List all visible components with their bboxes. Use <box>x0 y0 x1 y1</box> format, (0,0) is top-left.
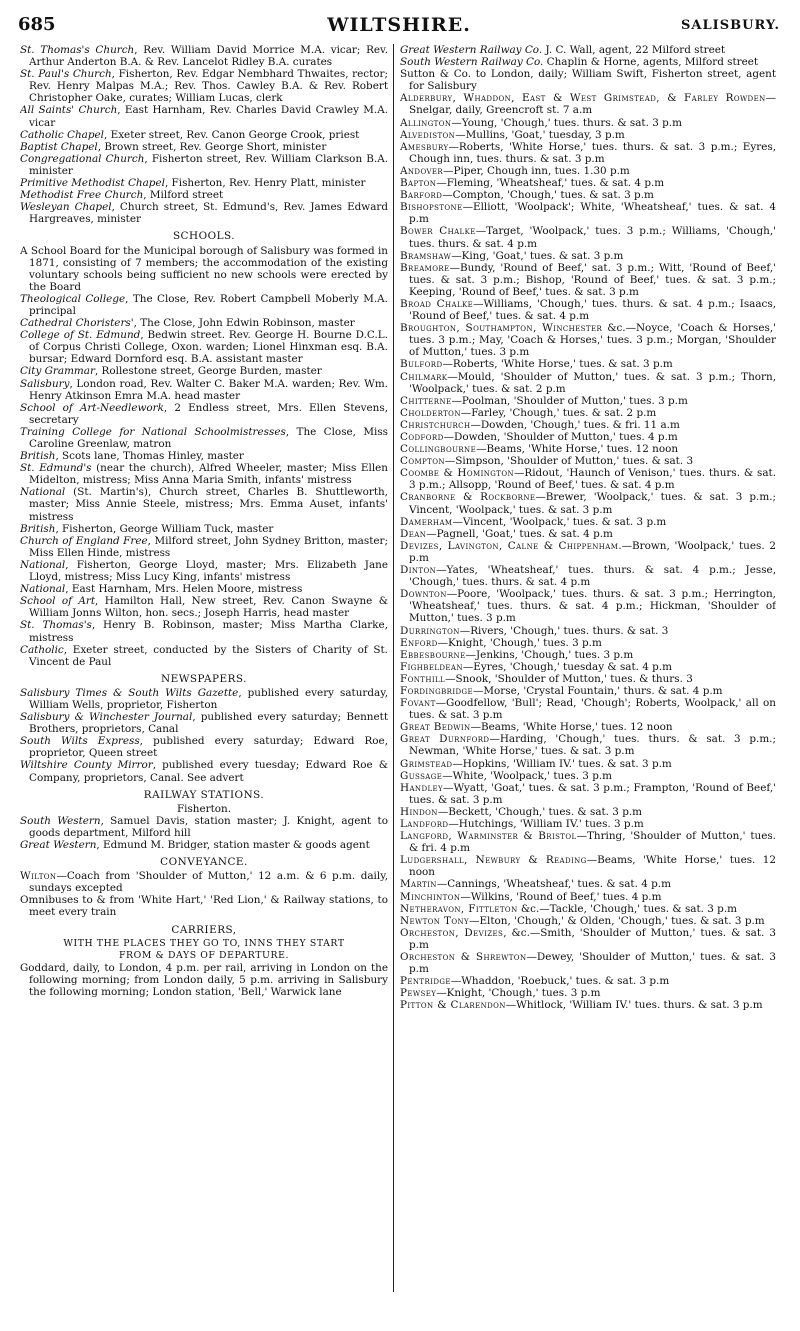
school-entry <box>20 523 388 535</box>
carrier-entry-place: Fighbeldean <box>400 660 463 673</box>
church-entry-name: Methodist Free Church <box>20 189 144 202</box>
school-entry-text: , Rollestone street, George Burden, master <box>94 365 322 378</box>
church-entry-name: Congregational Church <box>20 152 145 165</box>
school-entry-name: City Grammar <box>20 365 95 378</box>
church-entry <box>20 201 388 225</box>
carrier-entry-text: .—Brown, 'Woolpack,' tues. 2 p.m <box>409 539 776 564</box>
school-entry-text: (near the church), Alfred Wheeler, master; Miss Ellen Midelton, mistress; Miss Anna Maria Smith, infants' mistress <box>29 462 388 487</box>
railway-section <box>20 815 388 851</box>
carrier-entry <box>400 407 776 419</box>
church-entry-text: , Fisherton street, Rev. William Clarkson B.A. minister <box>29 152 388 177</box>
carrier-entry-text: , &c.—Smith, 'Shoulder of Mutton,' tues. & sat. 3 p.m <box>409 926 776 951</box>
carrier-entry-text: —Beams, 'White Horse,' tues. 12 noon <box>476 443 679 456</box>
school-entry-name: Catholic <box>20 643 64 656</box>
carrier-entry-text: —Knight, 'Chough,' tues. 3 p.m <box>436 987 601 1000</box>
carrier-entry-place: Coombe & Homington <box>400 467 515 480</box>
carrier-entry-text: —Eyres, 'Chough,' tuesday & sat. 4 p.m <box>462 660 672 673</box>
carrier-entry <box>400 117 776 129</box>
carrier-entry-text: —Fleming, 'Wheatsheaf,' tues. & sat. 4 p.m <box>436 177 665 190</box>
carrier-entry-place: Dinton <box>400 564 437 577</box>
carrier-entry <box>400 443 776 455</box>
carrier-entry-place: Andover <box>400 164 444 177</box>
school-entry-name: British <box>20 522 56 535</box>
carrier-entry-text: —King, 'Goat,' tues. & sat. 3 p.m <box>451 249 624 262</box>
carrier-entry-text: —Mullins, 'Goat,' tuesday, 3 p.m <box>455 128 625 141</box>
carrier-entry-text: —Wilkins, 'Round of Beef,' tues. 4 p.m <box>460 890 662 903</box>
carrier-entry-text: —Farley, 'Chough,' tues. & sat. 2 p.m <box>460 406 657 419</box>
newspaper-entry-text: , published every tuesday; Edward Roe & Company, proprietors, Canal. See advert <box>29 759 388 784</box>
carrier-entry <box>400 806 776 818</box>
carrier-entry <box>400 891 776 903</box>
conveyance-entry-text: —Coach from 'Shoulder of Mutton,' 12 a.m. & 6 p.m. daily, sundays excepted <box>29 870 388 895</box>
carrier-entry <box>400 758 776 770</box>
carrier-entry-text: —Target, 'Woolpack,' tues. 3 p.m.; Williams, 'Chough,' tues. thurs. & sat. 4 p.m <box>409 225 776 250</box>
county-title: WILTSHIRE. <box>327 14 471 36</box>
carrier-entry <box>400 177 776 189</box>
newspaper-entry <box>20 687 388 711</box>
carriers-list <box>400 92 776 1011</box>
carrier-entry-place: Bishopstone <box>400 201 463 214</box>
railway-entry-text: , Edmund M. Bridger, station master & goods agent <box>96 839 370 851</box>
carrier-entry <box>400 733 776 757</box>
school-entry <box>20 293 388 317</box>
church-entry-text: , East Harnham, Rev. Charles David Crawley M.A. vicar <box>29 104 388 129</box>
carrier-entry-place: Allington <box>400 116 452 129</box>
carrier-entry <box>400 588 776 624</box>
railway-entry-name: Great Western <box>20 839 97 851</box>
school-entry <box>20 426 388 450</box>
carrier-entry-place: Orcheston, Devizes <box>400 926 504 939</box>
newspaper-entry <box>20 759 388 783</box>
carrier-entry-place: Great Durnford <box>400 733 490 746</box>
school-entry-name: St. Edmund's <box>20 462 92 475</box>
goddard-entry: Goddard, daily, to London, 4 p.m. per rail, arriving in London on the following morning; from London daily, 5 p.m. arriving in Salisbury the following morning; London station, 'Bell,' Warwick lane <box>20 961 388 999</box>
church-entry-name: Catholic Chapel <box>20 128 104 141</box>
school-entry-text: , Milford street, John Sydney Britton, master; Miss Ellen Hinde, mistress <box>29 534 388 559</box>
church-entry <box>20 104 388 128</box>
school-entry <box>20 644 388 668</box>
carrier-entry-text: —Pagnell, 'Goat,' tues. & sat. 4 p.m <box>426 527 613 540</box>
school-board-note: A School Board for the Municipal borough of Salisbury was formed in 1871, consisting of 7 members; the accommodation of the existing voluntary schools being sufficient no new schools were erected by the Board <box>20 244 388 293</box>
carrier-entry-place: Durrington <box>400 624 460 637</box>
agents-section <box>400 44 776 92</box>
carrier-entry-place: Cholderton <box>400 406 461 419</box>
school-entry-name: Church of England Free <box>20 534 148 547</box>
carrier-entry-place: Orcheston & Shrewton <box>400 951 527 964</box>
newspaper-entry-text: , published every saturday, William Wells, proprietor, Fisherton <box>29 686 388 711</box>
church-entry-text: , Fisherton, Rev. Edgar Nembhard Thwaites, rector; Rev. Henry Malpas M.A.; Rev. Thos. Cawley B.A. & Rev. Robert Christopher Oake, curates; William Lucas, clerk <box>29 68 388 105</box>
carrier-entry-place: Chitterne <box>400 394 452 407</box>
agent-entry <box>400 68 776 92</box>
school-entry-text: , The Close, John Edwin Robinson, master <box>133 317 355 330</box>
carrier-entry-place: Martin <box>400 878 437 891</box>
carrier-entry-text: —White, 'Woolpack,' tues. 3 p.m <box>442 769 613 782</box>
carrier-entry-text: &c.—Noyce, 'Coach & Horses,' tues. 3 p.m.; May, 'Coach & Horses,' tues. 3 p.m.; Morgan, 'Shoulder of Mutton,' tues. 3 p.m <box>409 322 776 359</box>
railway-entry <box>20 839 388 851</box>
school-entry-name: School of Art <box>20 595 96 608</box>
church-entry-text: , Milford street <box>143 189 224 202</box>
conveyance-entry <box>20 894 388 918</box>
carrier-entry-text: —Williams, 'Chough,' tues. thurs. & sat. 4 p.m.; Isaacs, 'Round of Beef,' tues. & sat. 4 p.m <box>409 297 776 323</box>
carrier-entry-text: —Jenkins, 'Chough,' tues. 3 p.m <box>465 648 634 661</box>
carrier-entry <box>400 225 776 249</box>
railway-subheading: Fisherton. <box>176 802 232 815</box>
newspaper-entry-text: , published every saturday; Bennett Brothers, proprietors, Canal <box>29 711 388 736</box>
carrier-entry-place: Pewsey <box>400 987 437 1000</box>
carrier-entry-text: —Piper, Chough inn, tues. 1.30 p.m <box>443 164 630 177</box>
carrier-entry <box>400 830 776 854</box>
carrier-entry-text: —Rivers, 'Chough,' tues. thurs. & sat. 3 <box>459 624 669 637</box>
agent-entry-text: Chaplin & Horne, agents, Milford street <box>543 56 759 69</box>
church-entry <box>20 141 388 153</box>
agent-entry-name: Great Western Railway Co. <box>400 44 543 56</box>
carrier-entry-place: Broughton, Southampton, Winchester <box>400 322 603 335</box>
carrier-entry <box>400 649 776 661</box>
agent-entry <box>400 56 776 68</box>
carrier-entry-place: Pitton & Clarendon <box>400 999 506 1012</box>
carrier-entry-place: Pentridge <box>400 975 451 988</box>
carrier-entry-place: Bower Chalke <box>400 225 476 238</box>
church-entry-name: Wesleyan Chapel <box>20 201 112 214</box>
carrier-entry-place: Downton <box>400 588 447 601</box>
carrier-entry <box>400 262 776 298</box>
railway-entry <box>20 815 388 839</box>
carrier-entry-text: —Compton, 'Chough,' tues. & sat. 3 p.m <box>442 189 654 202</box>
carrier-entry <box>400 467 776 491</box>
railway-entry-name: South Western <box>20 814 101 827</box>
carrier-entry <box>400 528 776 540</box>
church-entry-text: , Church street, St. Edmund's, Rev. James Edward Hargreaves, minister <box>29 201 388 226</box>
school-entry-name: Theological College <box>20 292 126 305</box>
carrier-entry-place: Alderbury, Whaddon, East & West Grimstead, & Farley Rowden <box>400 92 766 105</box>
school-entry-text: (St. Martin's), Church street, Charles B. Shuttleworth, master; Miss Annie Steele, mistress; Mrs. Emma Auset, infants' mistress <box>29 486 388 523</box>
carrier-entry <box>400 491 776 515</box>
agent-entry-text: Sutton & Co. to London, daily; William Swift, Fisherton street, agent for Salisbury <box>400 68 776 93</box>
carrier-entry-place: Breamore <box>400 261 450 274</box>
school-entry-text: , The Close, Rev. Robert Campbell Moberly M.A. principal <box>29 292 388 317</box>
carrier-entry-place: Compton <box>400 455 445 468</box>
newspaper-entry-name: Salisbury & Winchester Journal <box>20 711 193 724</box>
carrier-entry-place: Great Bedwin <box>400 721 471 734</box>
carrier-entry <box>400 129 776 141</box>
carrier-entry-place: Damerham <box>400 515 453 528</box>
schools-section <box>20 293 388 668</box>
agent-entry-text: J. C. Wall, agent, 22 Milford street <box>542 44 726 56</box>
carrier-entry-text: —Simpson, 'Shoulder of Mutton,' tues. & sat. 3 <box>444 455 694 468</box>
school-entry <box>20 535 388 559</box>
carrier-entry-place: Hindon <box>400 805 438 818</box>
church-entry-name: Baptist Chapel <box>20 140 98 153</box>
carrier-entry <box>400 358 776 370</box>
carrier-entry <box>400 999 776 1011</box>
carrier-entry <box>400 685 776 697</box>
school-entry-text: , London road, Rev. Walter C. Baker M.A. warden; Rev. Wm. Henry Atkinson Emra M.A. head master <box>29 377 388 402</box>
school-entry-name: National <box>20 583 66 596</box>
carrier-entry <box>400 250 776 262</box>
carriers-subheading-2: FROM & DAYS OF DEPARTURE. <box>118 949 290 961</box>
carrier-entry <box>400 371 776 395</box>
carrier-entry-place: Bramshaw <box>400 249 452 262</box>
carrier-entry <box>400 951 776 975</box>
school-entry <box>20 317 388 329</box>
carrier-entry <box>400 92 776 116</box>
carrier-entry-text: —Hopkins, 'William IV.' tues. & sat. 3 p.m <box>452 757 672 770</box>
conveyance-entry-text: Omnibuses to & from 'White Hart,' 'Red Lion,' & Railway stations, to meet every train <box>20 894 388 919</box>
carrier-entry-text: —Whaddon, 'Roebuck,' tues. & sat. 3 p.m <box>450 975 670 988</box>
carrier-entry-text: —Brewer, 'Woolpack,' tues. & sat. 3 p.m.; Vincent, 'Woolpack,' tues. & sat. 3 p.m <box>409 491 776 516</box>
carrier-entry-place: Chilmark <box>400 370 448 383</box>
school-entry <box>20 595 388 619</box>
carrier-entry-place: Fordingbridge <box>400 684 474 697</box>
church-entry <box>20 129 388 141</box>
carrier-entry-place: Cranborne & Rockborne <box>400 491 536 504</box>
school-entry-name: St. Thomas's <box>20 619 92 632</box>
page-number: 685 <box>18 14 56 35</box>
school-entry-text: , Fisherton, George Lloyd, master; Mrs. Elizabeth Jane Lloyd, mistress; Miss Lucy King, infants' mistress <box>29 558 388 584</box>
conveyance-entry <box>20 870 388 894</box>
carrier-entry-text: —Morse, 'Crystal Fountain,' thurs. & sat. 4 p.m <box>473 684 723 697</box>
newspaper-entry-text: , published every saturday; Edward Roe, proprietor, Queen street <box>29 735 388 760</box>
carrier-entry-text: —Harding, 'Chough,' tues. thurs. & sat. 3 p.m.; Newman, 'White Horse,' tues. & sat. 3 p.m <box>409 733 776 758</box>
carrier-entry-text: —Elliott, 'Woolpack'; White, 'Wheatsheaf,' tues. & sat. 4 p.m <box>409 201 776 226</box>
railway-heading: RAILWAY STATIONS. <box>143 788 265 801</box>
carrier-entry <box>400 455 776 467</box>
carrier-entry-place: Minchinton <box>400 890 461 903</box>
carrier-entry-text: —Dowden, 'Shoulder of Mutton,' tues. 4 p.m <box>443 431 678 443</box>
carrier-entry <box>400 673 776 685</box>
carrier-entry <box>400 165 776 177</box>
newspaper-entry-name: Wiltshire County Mirror <box>20 759 153 772</box>
carrier-entry-text: —Poore, 'Woolpack,' tues. thurs. & sat. 3 p.m.; Herrington, 'Wheatsheaf,' tues. thurs. & sat. 4 p.m.; Hickman, 'Shoulder of Mutton,' tues. 3 p.m <box>409 588 776 625</box>
carrier-entry <box>400 770 776 782</box>
carrier-entry-text: —Snook, 'Shoulder of Mutton,' tues. & thurs. 3 <box>445 672 693 685</box>
church-entry-name: St. Paul's Church <box>20 68 112 81</box>
church-entry <box>20 177 388 189</box>
carrier-entry <box>400 721 776 733</box>
carrier-entry-place: Enford <box>400 636 438 649</box>
carrier-entry <box>400 322 776 358</box>
carrier-entry-text: —Poolman, 'Shoulder of Mutton,' tues. 3 p.m <box>451 394 688 407</box>
schools-heading: SCHOOLS. <box>172 230 236 243</box>
school-entry-text: , Hamilton Hall, New street, Rev. Canon Swayne & William Jonns Wilton, hon. secs.; Joseph Harris, head master <box>29 595 388 620</box>
carrier-entry <box>400 661 776 673</box>
carrier-entry-place: Alvediston <box>400 128 456 141</box>
school-entry-text: , Henry B. Robinson, master; Miss Martha Clarke, mistress <box>29 619 388 644</box>
church-entry-name: St. Thomas's Church <box>20 44 135 56</box>
carrier-entry-place: Devizes, Lavington, Calne & Chippenham <box>400 539 619 552</box>
carrier-entry-place: Landford <box>400 818 449 830</box>
carrier-entry <box>400 419 776 431</box>
church-entry-text: , Exeter street, Rev. Canon George Crook, priest <box>104 128 360 141</box>
school-entry <box>20 486 388 522</box>
school-entry-name: Training College for National Schoolmistresses <box>20 425 286 438</box>
carrier-entry <box>400 516 776 528</box>
carriers-heading: CARRIERS, <box>171 923 237 936</box>
newspaper-entry-name: South Wilts Express <box>20 735 140 748</box>
churches-section <box>20 44 388 225</box>
school-entry-name: National <box>20 558 66 571</box>
school-entry <box>20 378 388 402</box>
school-entry-text: , 2 Endless street, Mrs. Ellen Stevens, secretary <box>29 401 388 426</box>
carrier-entry-place: Bapton <box>400 177 437 190</box>
carrier-entry <box>400 878 776 890</box>
conveyance-section <box>20 870 388 918</box>
carrier-entry-place: Ludgershall, Newbury & Reading <box>400 854 587 867</box>
carrier-entry <box>400 637 776 649</box>
carrier-entry <box>400 189 776 201</box>
carrier-entry-place: Netheravon, Fittleton <box>400 902 518 915</box>
carrier-entry <box>400 298 776 322</box>
carrier-entry <box>400 431 776 443</box>
carrier-entry-text: —Roberts, 'White Horse,' tues. & sat. 3 p.m <box>442 358 673 371</box>
conveyance-heading: CONVEYANCE. <box>160 856 248 869</box>
carrier-entry-text: —Whitlock, 'William IV.' tues. thurs. & sat. 3 p.m <box>505 999 763 1012</box>
carrier-entry <box>400 141 776 165</box>
school-entry-text: , Fisherton, George William Tuck, master <box>55 522 274 535</box>
school-entry-name: British <box>20 450 56 463</box>
carrier-entry-text: —Roberts, 'White Horse,' tues. thurs. & sat. 3 p.m.; Eyres, Chough inn, tues. thurs. & sat. 3 p.m <box>409 140 776 165</box>
carrier-entry-place: Bulford <box>400 358 443 371</box>
church-entry-text: , Brown street, Rev. George Short, minister <box>97 140 327 153</box>
school-entry-text: , Scots lane, Thomas Hinley, master <box>55 450 244 463</box>
carrier-entry-place: Langford, Warminster & Bristol <box>400 830 577 843</box>
railway-entry-text: , Samuel Davis, station master; J. Knight, agent to goods department, Milford hill <box>29 814 388 839</box>
carriers-subheading-1: WITH THE PLACES THEY GO TO, INNS THEY START <box>63 937 345 949</box>
school-entry <box>20 402 388 426</box>
carrier-entry-place: Ebbesbourne <box>400 648 466 661</box>
school-entry-name: College of St. Edmund <box>20 329 141 342</box>
carrier-entry <box>400 782 776 806</box>
carrier-entry-text: —Yates, 'Wheatsheaf,' tues. thurs. & sat. 4 p.m.; Jesse, 'Chough,' tues. thurs. & sat. 4 p.m <box>409 564 776 589</box>
carrier-entry-text: —Thring, 'Shoulder of Mutton,' tues. & fri. 4 p.m <box>409 830 776 855</box>
church-entry-name: All Saints' Church <box>20 104 118 117</box>
school-entry <box>20 559 388 583</box>
carrier-entry <box>400 625 776 637</box>
agent-entry-name: South Western Railway Co. <box>400 56 544 69</box>
school-entry <box>20 462 388 486</box>
carrier-entry-place: Collingbourne <box>400 443 477 456</box>
carrier-entry-place: Grimstead <box>400 757 453 770</box>
carrier-entry-text: —Vincent, 'Woolpack,' tues. & sat. 3 p.m <box>452 515 667 528</box>
carrier-entry-text: —Knight, 'Chough,' tues. 3 p.m <box>437 636 602 649</box>
carrier-entry <box>400 975 776 987</box>
carrier-entry <box>400 540 776 564</box>
carrier-entry-text: —Goodfellow, 'Bull'; Read, 'Chough'; Roberts, Woolpack,' all on tues. & sat. 3 p.m <box>409 697 776 722</box>
church-entry <box>20 153 388 177</box>
newspaper-entry-name: Salisbury Times & South Wilts Gazette <box>20 686 239 699</box>
carrier-entry-place: Codford <box>400 431 444 443</box>
left-column <box>20 44 388 1294</box>
carrier-entry <box>400 915 776 927</box>
conveyance-entry-place: Wilton <box>20 870 57 883</box>
carrier-entry-place: Broad Chalke <box>400 297 474 310</box>
church-entry <box>20 189 388 201</box>
carrier-entry-place: Barford <box>400 189 443 202</box>
carrier-entry-text: —Snelgar, daily, Greencroft st. 7 a.m <box>409 92 776 117</box>
newspapers-heading: NEWSPAPERS. <box>161 672 247 685</box>
carrier-entry-text: —Wyatt, 'Goat,' tues. & sat. 3 p.m.; Frampton, 'Round of Beef,' tues. & sat. 3 p.m <box>409 781 776 806</box>
school-entry <box>20 329 388 365</box>
carrier-entry-text: —Bundy, 'Round of Beef,' sat. 3 p.m.; Witt, 'Round of Beef,' tues. & sat. 3 p.m.; Bishop, 'Round of Beef,' tues. & sat. 3 p.m.; Keeping, 'Round of Beef,' tues. & sat. 3 p.m <box>409 261 776 298</box>
town-title: SALISBURY. <box>681 18 780 33</box>
carrier-entry-text: —Cannings, 'Wheatsheaf,' tues. & sat. 4 p.m <box>436 878 671 891</box>
newspapers-section <box>20 687 388 784</box>
school-entry-text: , The Close, Miss Caroline Greenlaw, matron <box>29 425 388 450</box>
church-entry-text: , Fisherton, Rev. Henry Platt, minister <box>164 177 366 190</box>
right-column <box>400 44 776 1294</box>
carrier-entry-text: &c.—Tackle, 'Chough,' tues. & sat. 3 p.m <box>517 902 737 915</box>
school-entry <box>20 365 388 377</box>
carrier-entry <box>400 395 776 407</box>
school-entry <box>20 583 388 595</box>
school-entry-text: , Exeter street, conducted by the Sisters of Charity of St. Vincent de Paul <box>29 643 388 668</box>
carrier-entry-text: —Beams, 'White Horse,' tues. 12 noon <box>409 854 776 879</box>
school-entry-name: Cathedral Choristers' <box>20 317 134 330</box>
carrier-entry-text: —Mould, 'Shoulder of Mutton,' tues. & sat. 3 p.m.; Thorn, 'Woolpack,' tues. & sat. 2 p.m <box>409 370 776 395</box>
church-entry <box>20 44 388 68</box>
carrier-entry-place: Gussage <box>400 769 443 782</box>
carrier-entry-place: Christchurch <box>400 418 471 431</box>
carrier-entry-place: Newton Tony <box>400 914 470 927</box>
church-entry <box>20 68 388 104</box>
school-entry <box>20 450 388 462</box>
carrier-entry-text: —Elton, 'Chough,' & Olden, 'Chough,' tues. & sat. 3 p.m <box>469 914 765 927</box>
carrier-entry <box>400 987 776 999</box>
carrier-entry <box>400 564 776 588</box>
agent-entry <box>400 44 776 56</box>
carrier-entry-place: Dean <box>400 527 427 540</box>
carrier-entry <box>400 697 776 721</box>
school-entry-name: National <box>20 486 66 499</box>
carrier-entry-place: Fonthill <box>400 672 446 685</box>
column-divider <box>393 44 394 1292</box>
carrier-entry-text: —Young, 'Chough,' tues. thurs. & sat. 3 p.m <box>451 116 682 129</box>
carrier-entry-text: —Hutchings, 'William IV.' tues. 3 p.m <box>448 818 644 830</box>
newspaper-entry <box>20 735 388 759</box>
carrier-entry-text: —Dowden, 'Chough,' tues. & fri. 11 a.m <box>470 418 680 431</box>
newspaper-entry <box>20 711 388 735</box>
carrier-entry-place: Fovant <box>400 697 436 710</box>
carrier-entry-text: —Ridout, 'Haunch of Venison,' tues. thurs. & sat. 3 p.m.; Allsopp, 'Round of Beef,' tues. & sat. 4 p.m <box>409 467 776 492</box>
carrier-entry-text: —Beams, 'White Horse,' tues. 12 noon <box>470 721 673 734</box>
carrier-entry <box>400 201 776 225</box>
carrier-entry-place: Handley <box>400 781 444 794</box>
school-entry-name: School of Art-Needlework <box>20 401 164 414</box>
church-entry-name: Primitive Methodist Chapel <box>20 177 165 190</box>
page-header <box>18 14 780 44</box>
carrier-entry-text: —Beckett, 'Chough,' tues. & sat. 3 p.m <box>437 805 643 818</box>
school-entry <box>20 619 388 643</box>
carrier-entry <box>400 903 776 915</box>
carrier-entry <box>400 818 776 830</box>
carrier-entry <box>400 854 776 878</box>
school-entry-text: , Bedwin street. Rev. George H. Bourne D.C.L. of Corpus Christi College, Oxon. warden; Lionel Hinxman esq. B.A. bursar; Edward Dornford esq. B.A. assistant master <box>29 329 388 366</box>
carrier-entry-place: Amesbury <box>400 140 449 153</box>
church-entry-text: , Rev. William David Morrice M.A. vicar; Rev. Arthur Anderton B.A. & Rev. Lancelot Ridley B.A. curates <box>29 44 388 69</box>
carrier-entry <box>400 927 776 951</box>
school-entry-text: , East Harnham, Mrs. Helen Moore, mistress <box>65 583 303 596</box>
carrier-entry-text: —Dewey, 'Shoulder of Mutton,' tues. & sat. 3 p.m <box>409 951 776 976</box>
school-entry-name: Salisbury <box>20 377 70 390</box>
